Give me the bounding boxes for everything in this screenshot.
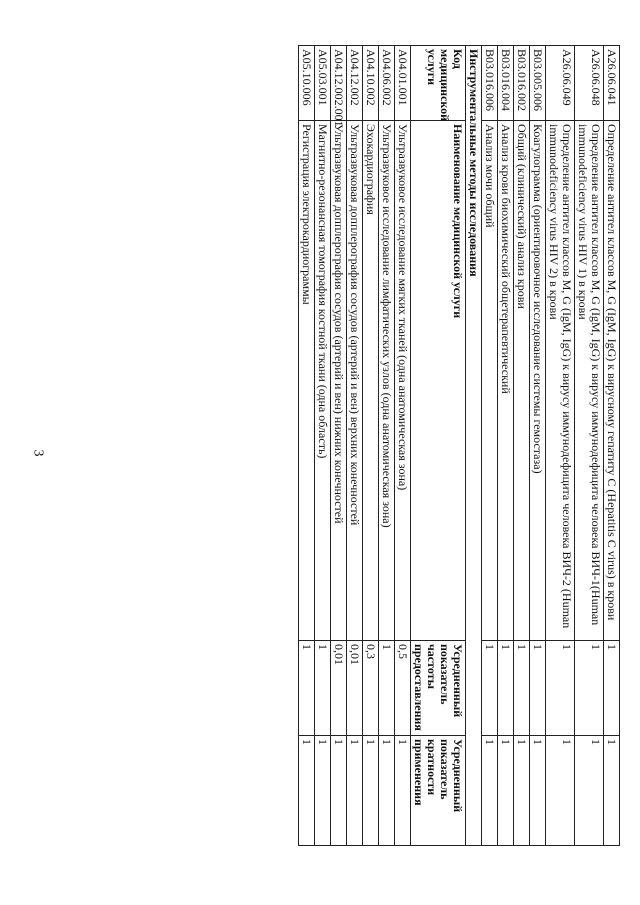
cell-name: Определение антител классов M, G (IgM, IgG) к вирусу иммунодефицита человека ВИЧ-2 (Human immunodeficiency virus HIV 2) в крови (546, 121, 575, 641)
cell-name: Магнитно-резонансная томография костной ткани (одна область) (315, 121, 331, 641)
cell-code: B03.016.006 (482, 46, 498, 121)
table-row (482, 46, 498, 846)
cell-freq: 1 (604, 641, 620, 736)
cell-mult: 1 (299, 736, 315, 846)
cell-name: Эхокардиография (363, 121, 379, 641)
table-row (530, 46, 546, 846)
header-row (411, 46, 466, 846)
cell-freq: 1 (514, 641, 530, 736)
cell-mult: 1 (395, 736, 411, 846)
header-code: Код медицинской услуги (411, 46, 466, 121)
cell-mult: 1 (575, 736, 604, 846)
table-row (315, 46, 331, 846)
cell-freq: 0,3 (363, 641, 379, 736)
cell-code: A04.01.001 (395, 46, 411, 121)
cell-code: B03.005.006 (530, 46, 546, 121)
cell-freq: 1 (315, 641, 331, 736)
cell-name: Анализ мочи общий (482, 121, 498, 641)
cell-name: Ультразвуковое исследование мягких тканей (одна анатомическая зона) (395, 121, 411, 641)
table-row (395, 46, 411, 846)
cell-code: A05.03.001 (315, 46, 331, 121)
cell-code: A05.10.006 (299, 46, 315, 121)
cell-name: Определение антител классов M, G (IgM, IgG) к вирусному гепатиту C (Hepatitis C virus) в крови (604, 121, 620, 641)
table-row (604, 46, 620, 846)
page-number: 3 (30, 449, 46, 457)
cell-mult: 1 (530, 736, 546, 846)
cell-code: A04.12.002 (347, 46, 363, 121)
cell-name: Ультразвуковое исследование лимфатических узлов (одна анатомическая зона) (379, 121, 395, 641)
cell-name: Определение антител классов M, G (IgM, IgG) к вирусу иммунодефицита человека ВИЧ-1(Human immunodeficiency virus HIV 1) в крови (575, 121, 604, 641)
cell-code: B03.016.004 (498, 46, 514, 121)
cell-mult: 1 (546, 736, 575, 846)
cell-code: A26.06.041 (604, 46, 620, 121)
table-row (575, 46, 604, 846)
cell-code: B03.016.002 (514, 46, 530, 121)
section-row (466, 46, 482, 846)
cell-freq: 0,01 (331, 641, 347, 736)
table-row (347, 46, 363, 846)
cell-freq: 1 (546, 641, 575, 736)
cell-name: Анализ крови биохимический общетерапевтический (498, 121, 514, 641)
table-row (498, 46, 514, 846)
cell-name: Регистрация электрокардиограммы (299, 121, 315, 641)
header-mult: Усредненный показатель кратности применения (411, 736, 466, 846)
services-table (298, 45, 620, 846)
table-row (363, 46, 379, 846)
table-row (546, 46, 575, 846)
cell-mult: 1 (379, 736, 395, 846)
cell-freq: 0,5 (395, 641, 411, 736)
cell-name: Ультразвуковая допплерография сосудов (артерий и вен) верхних конечностей (347, 121, 363, 641)
cell-mult: 1 (514, 736, 530, 846)
cell-code: A04.12.002.001 (331, 46, 347, 121)
cell-mult: 1 (363, 736, 379, 846)
cell-code: A04.06.002 (379, 46, 395, 121)
cell-mult: 1 (604, 736, 620, 846)
cell-freq: 0,01 (347, 641, 363, 736)
cell-mult: 1 (331, 736, 347, 846)
cell-name: Ультразвуковая допплерография сосудов (артерий и вен) нижних конечностей (331, 121, 347, 641)
header-name: Наименование медицинской услуги (411, 121, 466, 641)
cell-mult: 1 (315, 736, 331, 846)
services-table-container (60, 45, 620, 845)
cell-freq: 1 (379, 641, 395, 736)
lab-services-body (482, 46, 620, 846)
section-title: Инструментальные методы исследования (466, 46, 482, 846)
table-row (299, 46, 315, 846)
cell-code: A04.10.002 (363, 46, 379, 121)
instrumental-services-body (299, 46, 411, 846)
cell-name: Коагулограмма (ориентировочное исследование системы гемостаза) (530, 121, 546, 641)
cell-name: Общий (клинический) анализ крови (514, 121, 530, 641)
cell-mult: 1 (498, 736, 514, 846)
cell-freq: 1 (575, 641, 604, 736)
cell-code: A26.06.048 (575, 46, 604, 121)
cell-mult: 1 (347, 736, 363, 846)
cell-freq: 1 (498, 641, 514, 736)
cell-freq: 1 (482, 641, 498, 736)
header-freq: Усредненный показатель частоты предоставления (411, 641, 466, 736)
cell-freq: 1 (299, 641, 315, 736)
table-row (514, 46, 530, 846)
cell-freq: 1 (530, 641, 546, 736)
table-row (331, 46, 347, 846)
cell-mult: 1 (482, 736, 498, 846)
table-row (379, 46, 395, 846)
cell-code: A26.06.049 (546, 46, 575, 121)
